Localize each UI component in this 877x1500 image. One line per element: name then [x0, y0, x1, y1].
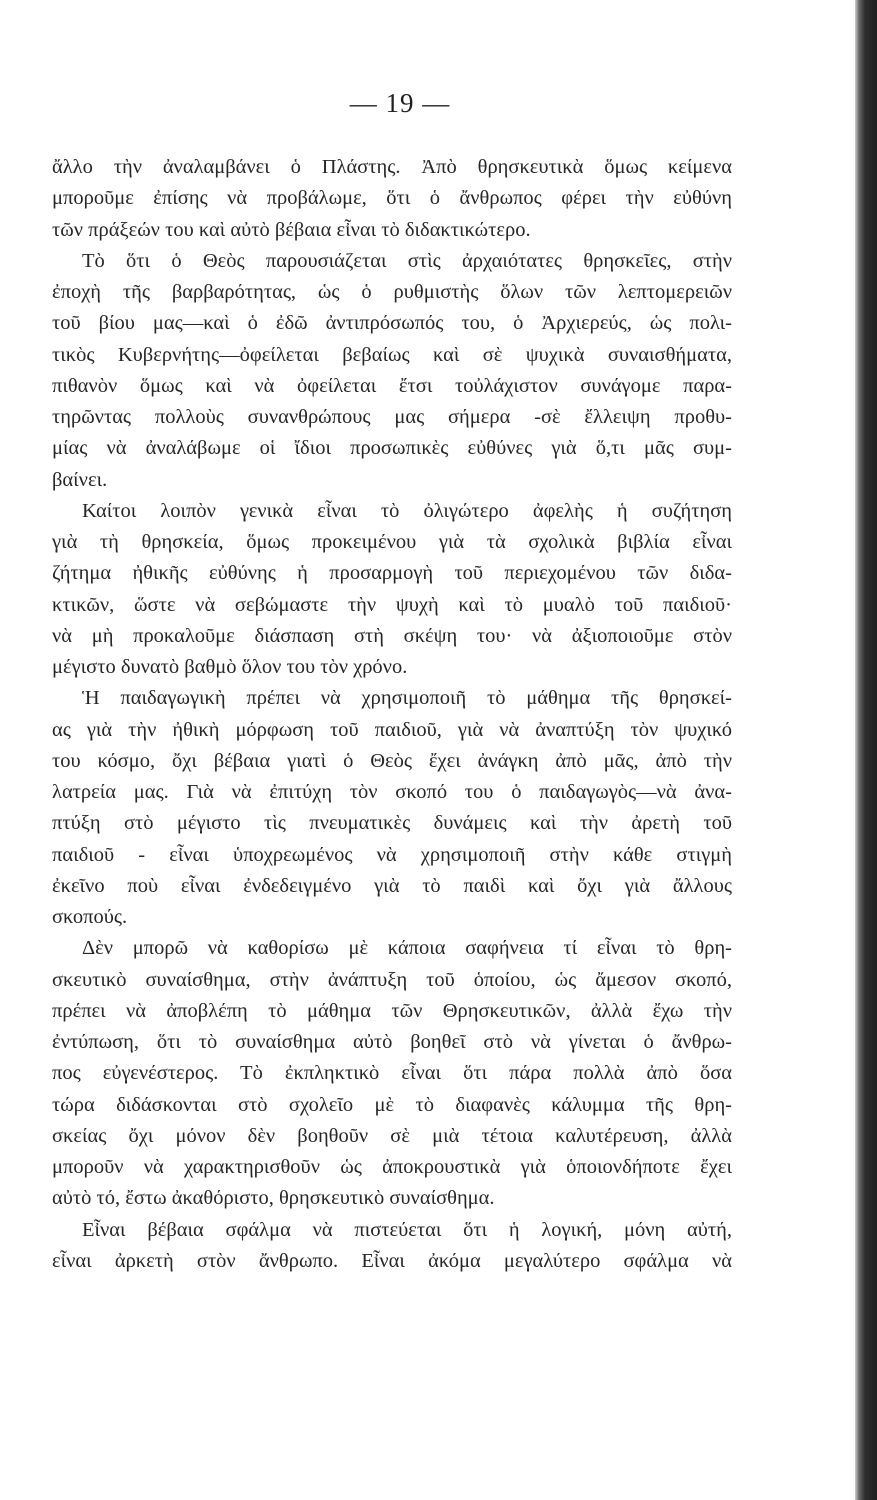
text-line: Καίτοι λοιπὸν γενικὰ εἶναι τὸ ὀλιγώτερο ἀφελὴς ἡ συζήτηση: [82, 499, 732, 522]
text-line: λατρεία μας. Γιὰ νὰ ἐπιτύχη τὸν σκοπό του ὁ παιδαγωγὸς—νὰ ἀνα-: [52, 781, 732, 803]
text-line: μίας νὰ ἀναλάβωμε οἱ ἴδιοι προσωπικὲς εὐθύνες γιὰ ὅ,τι μᾶς συμ-: [52, 437, 732, 460]
text-line: Ἡ παιδαγωγικὴ πρέπει νὰ χρησιμοποιῆ τὸ μάθημα τῆς θρησκεί-: [82, 687, 732, 710]
text-line: ας γιὰ τὴν ἠθικὴ μόρφωση τοῦ παιδιοῦ, γιὰ νὰ ἀναπτύξη τὸν ψυχικό: [52, 718, 732, 741]
text-line: ἄλλο τὴν ἀναλαμβάνει ὁ Πλάστης. Ἀπὸ θρησκευτικὰ ὅμως κείμενα: [52, 156, 732, 178]
text-line: εἶναι ἀρκετὴ στὸν ἄνθρωπο. Εἶναι ἀκόμα μεγαλύτερο σφάλμα νὰ: [52, 1249, 732, 1272]
text-line: γιὰ τὴ θρησκεία, ὅμως προκειμένου γιὰ τὰ σχολικὰ βιβλία εἶναι: [52, 531, 732, 553]
text-line: νὰ μὴ προκαλοῦμε διάσπαση στὴ σκέψη του· νὰ ἀξιοποιοῦμε στὸν: [52, 624, 732, 647]
text-line: του κόσμο, ὄχι βέβαια γιατὶ ὁ Θεὸς ἔχει ἀνάγκη ἀπὸ μᾶς, ἀπὸ τὴν: [52, 749, 732, 772]
text-line: ἐποχὴ τῆς βαρβαρότητας, ὡς ὁ ρυθμιστὴς ὅλων τῶν λεπτομερειῶν: [52, 281, 732, 303]
text-line: σκοπούς.: [52, 906, 128, 928]
text-line: Εἶναι βέβαια σφάλμα νὰ πιστεύεται ὅτι ἡ λογική, μόνη αὐτή,: [82, 1218, 732, 1241]
text-line: βαίνει.: [52, 468, 108, 491]
text-line: κτικῶν, ὥστε νὰ σεβώμαστε τὴν ψυχὴ καὶ τὸ μυαλὸ τοῦ παιδιοῦ·: [52, 593, 732, 616]
text-line: ἐκεῖνο ποὺ εἶναι ἐνδεδειγμένο γιὰ τὸ παιδὶ καὶ ὄχι γιὰ ἄλλους: [52, 874, 732, 897]
text-line: τῶν πράξεών του καὶ αὐτὸ βέβαια εἶναι τὸ διδακτικώτερο.: [52, 218, 531, 241]
text-line: μποροῦν νὰ χαρακτηρισθοῦν ὡς ἀποκρουστικὰ γιὰ ὁποιονδήποτε ἔχει: [52, 1156, 732, 1178]
text-line: ζήτημα ἠθικῆς εὐθύνης ἡ προσαρμογὴ τοῦ περιεχομένου τῶν διδα-: [52, 562, 732, 585]
scan-edge-shadow: [855, 0, 877, 1500]
text-line: πος εὐγενέστερος. Τὸ ἐκπληκτικὸ εἶναι ὅτι πάρα πολλὰ ἀπὸ ὅσα: [52, 1062, 732, 1085]
text-line: πιθανὸν ὅμως καὶ νὰ ὀφείλεται ἔτσι τοὐλάχιστον συνάγομε παρα-: [52, 374, 732, 397]
text-line: αὐτὸ τό, ἔστω ἀκαθόριστο, θρησκευτικὸ συναίσθημα.: [52, 1187, 495, 1210]
text-line: ἐντύπωση, ὅτι τὸ συναίσθημα αὐτὸ βοηθεῖ στὸ νὰ γίνεται ὁ ἄνθρω-: [52, 1031, 732, 1053]
text-line: σκείας ὄχι μόνον δὲν βοηθοῦν σὲ μιὰ τέτοια καλυτέρευση, ἀλλὰ: [52, 1124, 732, 1147]
page-number: — 19 —: [349, 88, 451, 118]
text-line: τώρα διδάσκονται στὸ σχολεῖο μὲ τὸ διαφανὲς κάλυμμα τῆς θρη-: [52, 1093, 732, 1116]
text-line: μποροῦμε ἐπίσης νὰ προβάλωμε, ὅτι ὁ ἄνθρωπος φέρει τὴν εὐθύνη: [52, 187, 732, 210]
text-line: Τὸ ὅτι ὁ Θεὸς παρουσιάζεται στὶς ἀρχαιότατες θρησκεῖες, στὴν: [82, 249, 732, 272]
text-line: πρέπει νὰ ἀποβλέπη τὸ μάθημα τῶν Θρησκευτικῶν, ἀλλὰ ἔχω τὴν: [52, 999, 732, 1022]
text-line: σκευτικὸ συναίσθημα, στὴν ἀνάπτυξη τοῦ ὁποίου, ὡς ἄμεσον σκοπό,: [52, 968, 732, 991]
text-line: τοῦ βίου μας—καὶ ὁ ἐδῶ ἀντιπρόσωπός του, ὁ Ἀρχιερεύς, ὡς πολι-: [52, 312, 732, 335]
text-line: τικὸς Κυβερνήτης—ὀφείλεται βεβαίως καὶ σὲ ψυχικὰ συναισθήματα,: [52, 343, 732, 366]
text-line: τηρῶντας πολλοὺς συνανθρώπους μας σήμερα -σὲ ἔλλειψη προθυ-: [52, 406, 732, 428]
text-line: Δὲν μπορῶ νὰ καθορίσω μὲ κάποια σαφήνεια τί εἶναι τὸ θρη-: [82, 937, 732, 960]
text-line: μέγιστο δυνατὸ βαθμὸ ὅλον του τὸν χρόνο.: [52, 656, 408, 678]
text-line: πτύξη στὸ μέγιστο τὶς πνευματικὲς δυνάμεις καὶ τὴν ἀρετὴ τοῦ: [52, 812, 732, 835]
body-text: [52, 152, 732, 1277]
text-line: παιδιοῦ - εἶναι ὑποχρεωμένος νὰ χρησιμοποιῆ στὴν κάθε στιγμὴ: [52, 843, 732, 866]
